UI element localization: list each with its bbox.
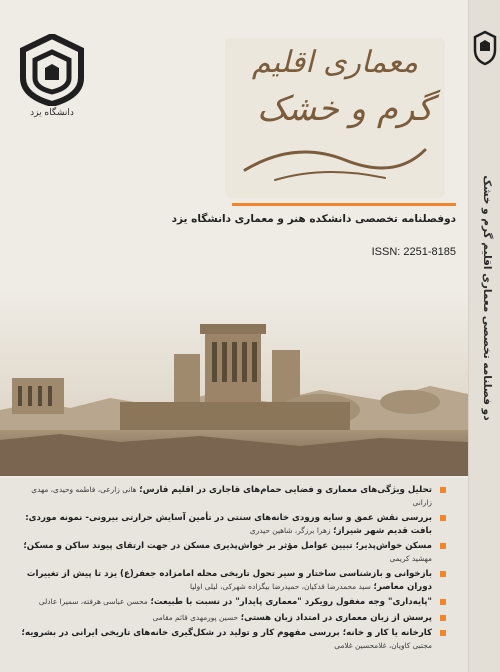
toc-entry[interactable] xyxy=(14,596,446,609)
cover-photo-windcatchers xyxy=(0,290,468,476)
bullet-icon xyxy=(440,487,446,493)
accent-divider xyxy=(232,203,456,206)
toc-entry-title: کارخانه یا کار و خانه؛ بررسی مفهوم کار و تولید در شکل‌گیری خانه‌های تاریخی ایرانی در بشرویه؛ xyxy=(21,628,432,638)
bullet-icon xyxy=(440,630,446,636)
toc-entry[interactable] xyxy=(14,484,446,509)
spine-university-emblem-icon xyxy=(473,30,497,74)
toc-entry-authors: سید محمدرضا قدکیان، حمیدرضا بیگزاده شهرکی، لیلی اولیا xyxy=(189,581,371,591)
toc-entry-authors: هانی زارعی، فاطمه وحیدی، مهدی زارانی xyxy=(31,485,432,507)
toc-entry-title: "پایه‌داری" وجه مغفول رویکرد "معماری پایدار" در نسبت با طبیعت؛ xyxy=(150,597,432,607)
journal-title-line-1: معماری اقلیم xyxy=(251,45,419,80)
bullet-icon xyxy=(440,599,446,605)
cover-spine xyxy=(468,0,500,672)
toc-entry-authors: مجتبی کاویان، غلامحسین غلامی xyxy=(334,640,432,650)
bullet-icon xyxy=(440,543,446,549)
journal-title-line-2: گرم و خشک xyxy=(257,89,433,129)
spine-journal-title: دو فصلنامه تخصصی معماری اقلیم گرم و خشک xyxy=(481,175,493,421)
bullet-icon xyxy=(440,571,446,577)
toc-entry[interactable] xyxy=(14,568,446,593)
toc-entry-title: بازخوانی و بازشناسی ساختار و سیر تحول تاریخی محله امامزاده جعفر(ع) یزد تا پیش از تغییرات دوران معاصر؛ xyxy=(26,569,432,592)
bullet-icon xyxy=(440,615,446,621)
issn-number: ISSN: 2251-8185 xyxy=(371,246,456,258)
table-of-contents xyxy=(14,484,446,655)
toc-entry-title: بررسی نقش عمق و سایه ورودی خانه‌های سنتی در تأمین آسایش حرارتی بیرونی- نمونه موردی: بافت قدیم شهر شیراز؛ xyxy=(25,513,432,536)
university-logo xyxy=(17,34,87,154)
toc-entry-authors: مهشید کریمی xyxy=(389,553,432,563)
toc-entry[interactable] xyxy=(14,512,446,537)
toc-entry-authors: زهرا برزگر، شاهین حیدری xyxy=(249,525,331,535)
toc-entry-title: مسکن خواش‌پذیر؛ تبیین عوامل مؤثر بر خواش‌پذیری مسکن در جهت ارتقای پیوند ساکن و مسکن؛ xyxy=(23,541,432,551)
toc-entry-title: پرسش از زبان معماری در امتداد زبان هستی؛ xyxy=(240,612,432,623)
calligraphy-flourish-icon xyxy=(235,130,435,190)
toc-entry-authors: محسن عباسی هرفته، سمیرا عادلی xyxy=(38,597,148,606)
journal-subtitle: دوفصلنامه تخصصی دانشکده هنر و معماری دانشگاه یزد xyxy=(171,213,456,225)
university-emblem-icon xyxy=(17,34,87,106)
bullet-icon xyxy=(440,515,446,521)
toc-entry-title: تحلیل ویژگی‌های معماری و فضایی حمام‌های قاجاری در اقلیم فارس؛ xyxy=(139,485,432,495)
toc-entry[interactable] xyxy=(14,612,446,625)
toc-entry-authors: حسین پورمهدی قائم مقامی xyxy=(152,612,238,622)
university-logo-caption: دانشگاه یزد xyxy=(30,108,74,118)
toc-entry[interactable] xyxy=(14,627,446,652)
toc-entry[interactable] xyxy=(14,540,446,565)
